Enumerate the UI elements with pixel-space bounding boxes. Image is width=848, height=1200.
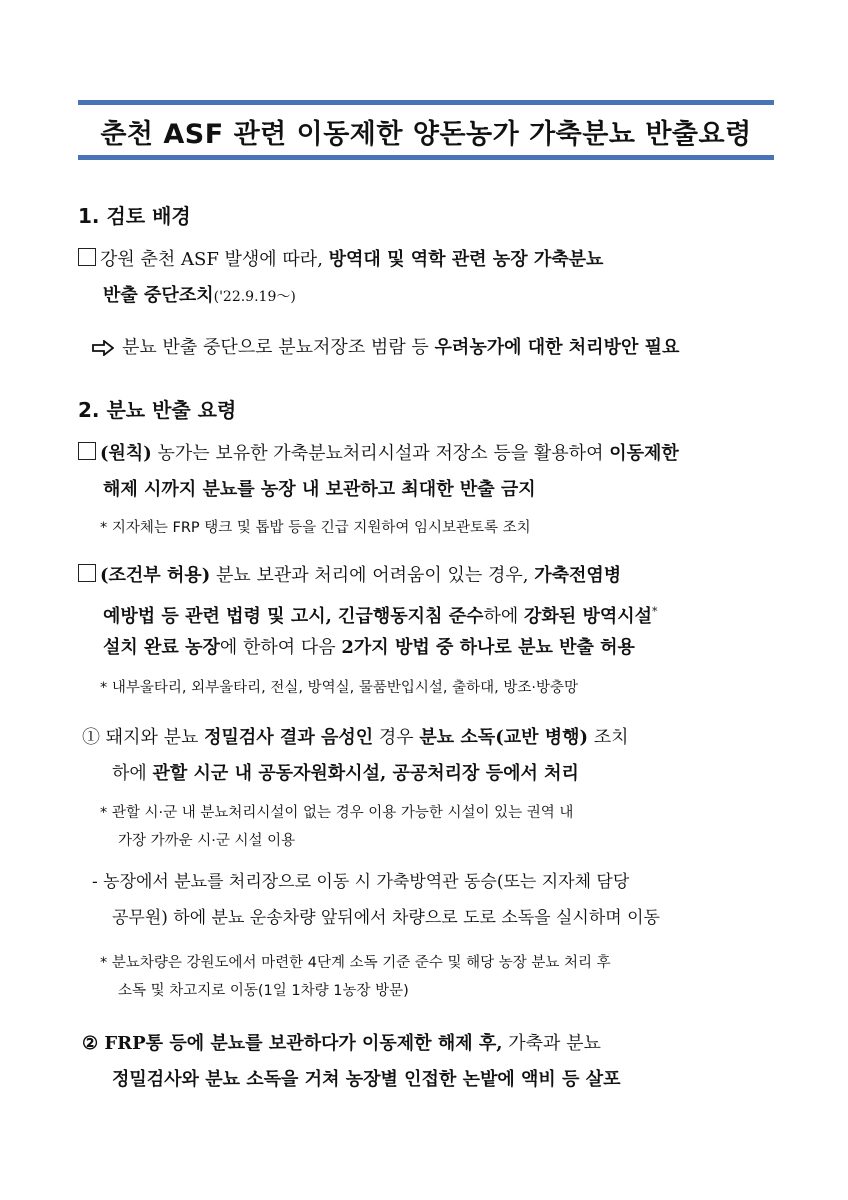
section-2-heading: 2. 분뇨 반출 요령 bbox=[78, 398, 237, 422]
dash-paragraph-cont: 공무원) 하에 분뇨 운송차량 앞뒤에서 차량으로 도로 소독을 실시하며 이동 bbox=[112, 908, 660, 928]
title-top-rule bbox=[78, 100, 774, 105]
note-3-cont: 가장 가까운 시·군 시설 이용 bbox=[118, 833, 296, 849]
title-bottom-rule bbox=[78, 155, 774, 160]
method-1-cont: 하에 관할 시군 내 공동자원화시설, 공공처리장 등에서 처리 bbox=[112, 763, 579, 784]
note-1: * 지자체는 FRP 탱크 및 톱밥 등을 긴급 지원하여 임시보관토록 조치 bbox=[100, 520, 531, 536]
section-1-paragraph-cont: 반출 중단조치('22.9.19～) bbox=[103, 285, 296, 306]
principle-paragraph: (원칙) 농가는 보유한 가축분뇨처리시설과 저장소 등을 활용하여 이동제한 bbox=[78, 436, 679, 472]
conditional-paragraph-line3: 설치 완료 농장에 한하여 다음 2가지 방법 중 하나로 분뇨 반출 허용 bbox=[103, 637, 635, 658]
dash-paragraph: - 농장에서 분뇨를 처리장으로 이동 시 가축방역관 동승(또는 지자체 담당 bbox=[92, 872, 630, 892]
note-4: * 분뇨차량은 강원도에서 마련한 4단계 소독 기준 준수 및 해당 농장 분뇨 처리 후 bbox=[100, 955, 611, 971]
section-1-paragraph: 강원 춘천 ASF 발생에 따라, 방역대 및 역학 관련 농장 가축분뇨 bbox=[78, 242, 603, 278]
conditional-paragraph: (조건부 허용) 분뇨 보관과 처리에 어려움이 있는 경우, 가축전염병 bbox=[78, 558, 621, 594]
method-2-cont: 정밀검사와 분뇨 소독을 거쳐 농장별 인접한 논밭에 액비 등 살포 bbox=[112, 1069, 621, 1090]
conditional-paragraph-line2: 예방법 등 관련 법령 및 고시, 긴급행동지침 준수하에 강화된 방역시설* bbox=[103, 605, 658, 627]
method-1: ① 돼지와 분뇨 정밀검사 결과 음성인 경우 분뇨 소독(교반 병행) 조치 bbox=[82, 727, 629, 748]
square-box-icon bbox=[78, 442, 96, 460]
section-1-heading: 1. 검토 배경 bbox=[78, 204, 191, 228]
section-1-arrow-line: 분뇨 반출 중단으로 분뇨저장조 범람 등 우려농가에 대한 처리방안 필요 bbox=[92, 330, 679, 369]
method-2: ② FRP통 등에 분뇨를 보관하다가 이동제한 해제 후, 가축과 분뇨 bbox=[82, 1033, 601, 1054]
hollow-right-arrow-icon bbox=[92, 333, 114, 369]
square-box-icon bbox=[78, 564, 96, 582]
note-3: * 관할 시·군 내 분뇨처리시설이 없는 경우 이용 가능한 시설이 있는 권역 내 bbox=[100, 805, 574, 821]
square-box-icon bbox=[78, 248, 96, 266]
note-4-cont: 소독 및 차고지로 이동(1일 1차량 1농장 방문) bbox=[118, 983, 409, 999]
note-2: * 내부울타리, 외부울타리, 전실, 방역실, 물품반입시설, 출하대, 방조·방충망 bbox=[100, 680, 578, 696]
page-title: 춘천 ASF 관련 이동제한 양돈농가 가축분뇨 반출요령 bbox=[100, 119, 752, 150]
principle-paragraph-cont: 해제 시까지 분뇨를 농장 내 보관하고 최대한 반출 금지 bbox=[103, 479, 536, 500]
